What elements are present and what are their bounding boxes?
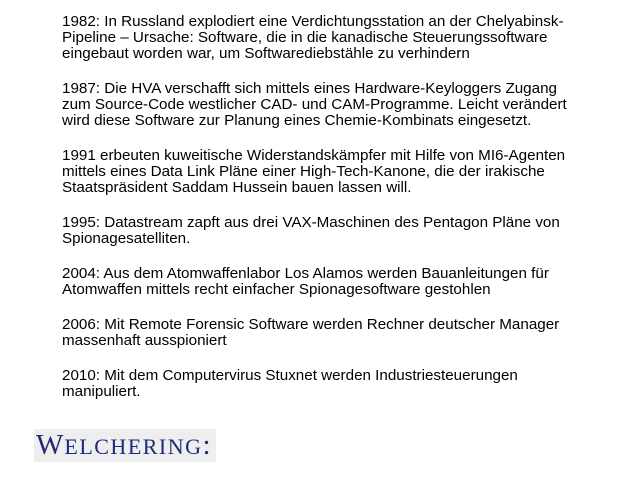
- entry-line: wird diese Software zur Planung eines Chemie-Kombinats eingesetzt.: [62, 112, 532, 129]
- entry-line: eingebaut worden war, um Softwarediebstähle zu verhindern: [62, 45, 470, 62]
- timeline-entry-2004: [62, 266, 602, 298]
- entry-line: 1991 erbeuten kuweitische Widerstandskämpfer mit Hilfe von MI6-Agenten: [62, 147, 566, 164]
- entry-line: 2004: Aus dem Atomwaffenlabor Los Alamos werden Bauanleitungen für: [62, 265, 549, 282]
- timeline-entry-1987: [62, 81, 602, 129]
- timeline-entries: [62, 14, 602, 400]
- logo-suffix: :: [202, 429, 212, 461]
- timeline-entry-1991: [62, 148, 602, 196]
- entry-line: zum Source-Code westlicher CAD- und CAM-Programme. Leicht verändert: [62, 96, 567, 113]
- entry-line: Staatspräsident Saddam Hussein bauen lassen will.: [62, 179, 412, 196]
- timeline-entry-1982: [62, 14, 602, 62]
- entry-line: 2006: Mit Remote Forensic Software werden Rechner deutscher Manager: [62, 316, 560, 333]
- entry-line: massenhaft ausspioniert: [62, 332, 227, 349]
- entry-line: 1982: In Russland explodiert eine Verdichtungsstation an der Chelyabinsk-: [62, 13, 564, 30]
- entry-line: Atomwaffen mittels recht einfacher Spionagesoftware gestohlen: [62, 281, 491, 298]
- timeline-entry-2006: [62, 317, 602, 349]
- timeline-entry-1995: [62, 215, 602, 247]
- entry-line: Pipeline – Ursache: Software, die in die kanadische Steuerungssoftware: [62, 29, 548, 46]
- entry-line: 1987: Die HVA verschafft sich mittels eines Hardware-Keyloggers Zugang: [62, 80, 557, 97]
- logo-initial: W: [36, 429, 65, 461]
- logo-rest: ELCHERING: [64, 434, 203, 459]
- welchering-logo: [34, 429, 216, 462]
- entry-line: Spionagesatelliten.: [62, 230, 191, 247]
- entry-line: mittels eines Data Link Pläne einer High-Tech-Kanone, die der irakische: [62, 163, 545, 180]
- entry-line: manipuliert.: [62, 383, 141, 400]
- entry-line: 2010: Mit dem Computervirus Stuxnet werden Industriesteuerungen: [62, 367, 518, 384]
- timeline-entry-2010: [62, 368, 602, 400]
- entry-line: 1995: Datastream zapft aus drei VAX-Maschinen des Pentagon Pläne von: [62, 214, 560, 231]
